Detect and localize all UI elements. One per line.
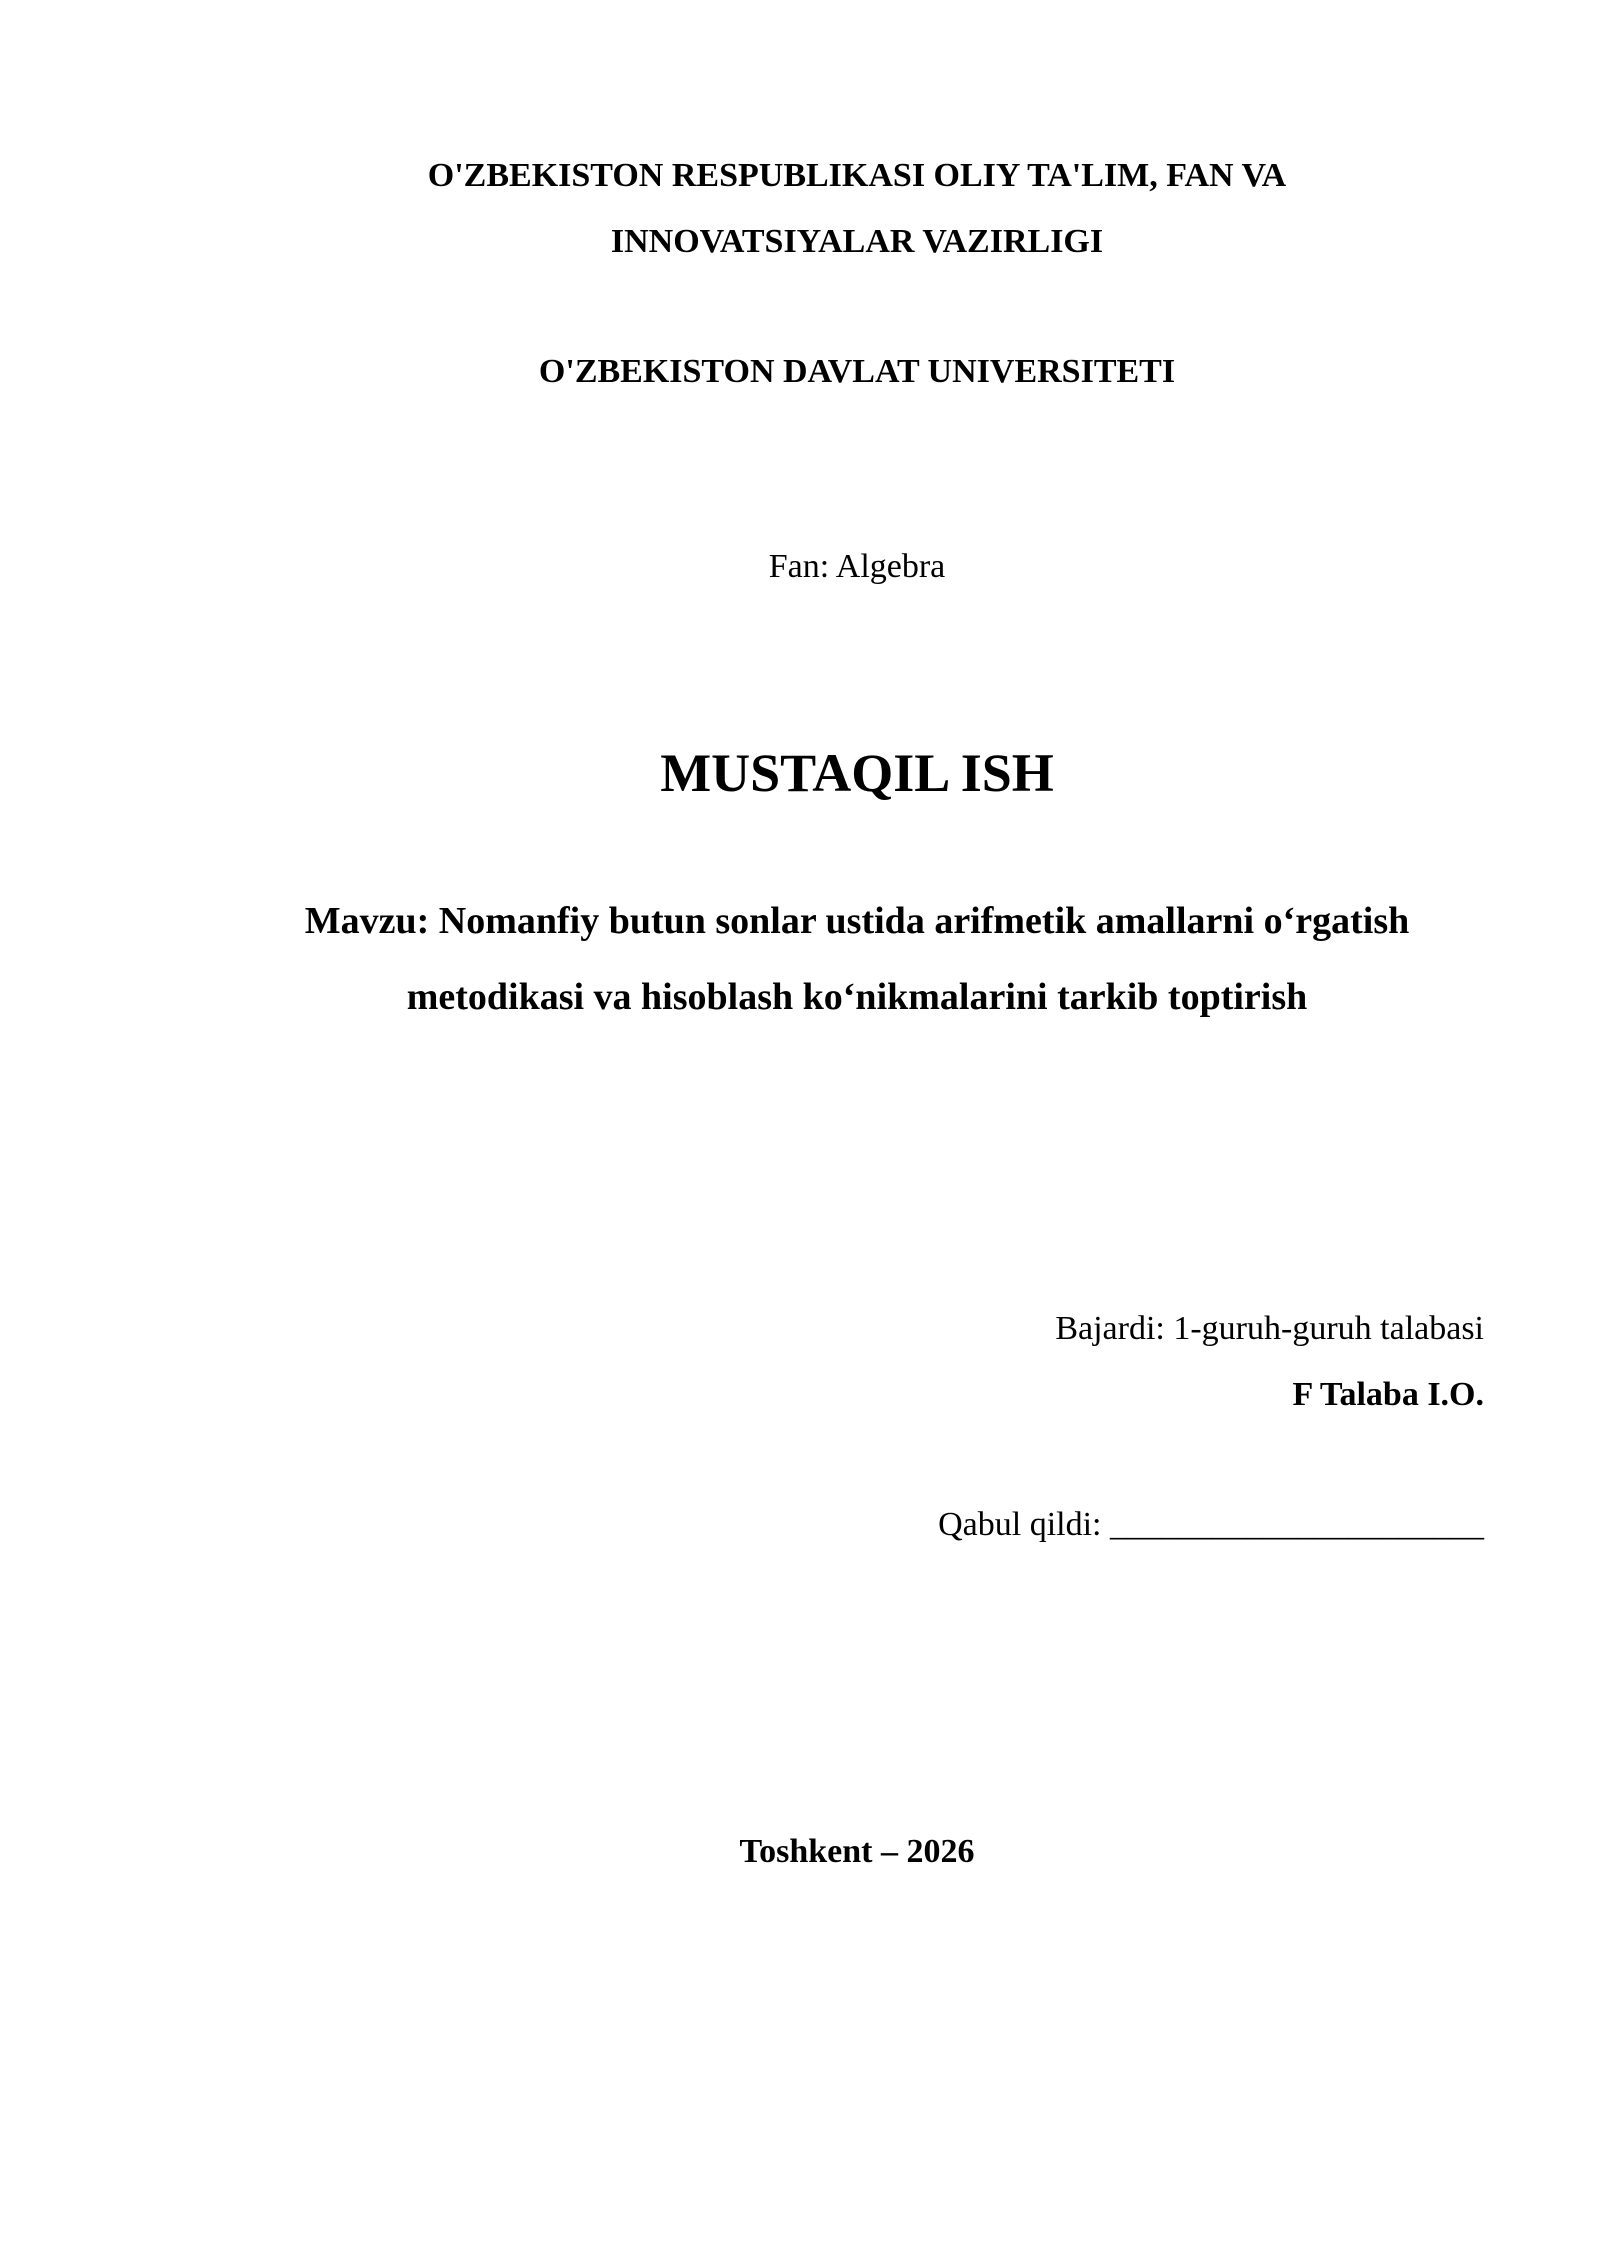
topic-line-2: metodikasi va hisoblash ko‘nikmalarini tarkib toptirish xyxy=(406,976,1308,1018)
city-year: Toshkent – 2026 xyxy=(739,1833,975,1870)
document-title: MUSTAQIL ISH xyxy=(660,743,1054,803)
ministry-name-line-2: INNOVATSIYALAR VAZIRLIGI xyxy=(610,223,1104,260)
university-name: O'ZBEKISTON DAVLAT UNIVERSITETI xyxy=(538,353,1176,390)
ministry-name-line-1: O'ZBEKISTON RESPUBLIKASI OLIY TA'LIM, FAN VA xyxy=(427,157,1287,194)
subject-label: Fan: Algebra xyxy=(768,548,946,585)
performed-by-label: Bajardi: 1-guruh-guruh talabasi xyxy=(1055,1310,1484,1347)
accepted-by-label: Qabul qildi: ______________________ xyxy=(938,1506,1484,1543)
topic-line-1: Mavzu: Nomanfiy butun sonlar ustida arifmetik amallarni o‘rgatish xyxy=(304,900,1410,942)
student-name: F Talaba I.O. xyxy=(1292,1376,1484,1413)
